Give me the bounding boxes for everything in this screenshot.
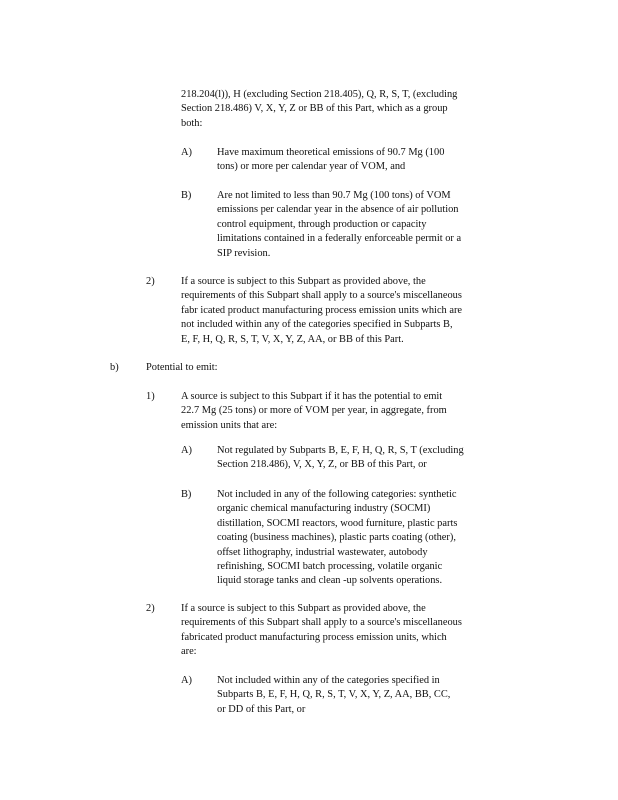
text-line: offset lithography, industrial wastewater, autobody [217,546,428,558]
text-line: A source is subject to this Subpart if it has the potential to emit [181,391,443,402]
text-line: coating (business machines), plastic parts coating (other), [217,532,456,544]
item-b2-text [181,602,501,660]
item-B-text [217,189,502,261]
item-label-b2: 2) [146,603,155,614]
text-line: Have maximum theoretical emissions of 90.7 Mg (100 [217,147,445,158]
text-line: E, F, H, Q, R, S, T, V, X, Y, Z, AA, or BB of this Part. [181,333,404,345]
text-line: requirements of this Subpart shall apply to a source's miscellaneous [181,617,462,629]
text-line: tons) or more per calendar year of VOM, and [217,161,406,173]
text-line: Are not limited to less than 90.7 Mg (100 tons) of VOM [217,190,451,201]
item-label-b1: 1) [146,391,155,402]
text-line: both: [181,117,203,129]
text-line: limitations contained in a federally enforceable permit or a [217,233,462,245]
item-label-b1-A: A) [181,445,192,456]
text-line: Subparts B, E, F, H, Q, R, S, T, V, X, Y, Z, AA, BB, CC, [217,689,451,701]
text-line: Section 218.486), V, X, Y, Z, or BB of this Part, or [217,459,427,471]
item-label-A: A) [181,147,192,158]
text-line: or DD of this Part, or [217,703,306,715]
text-line: fabr icated product manufacturing process emission units which are [181,304,463,316]
text-line: If a source is subject to this Subpart as provided above, the [181,603,426,614]
text-line: emission units that are: [181,419,278,431]
text-line: 218.204(l)), H (excluding Section 218.405), Q, R, S, T, (excluding [181,89,458,100]
item-label-b1-B: B) [181,489,192,500]
text-line: not included within any of the categories specified in Subparts B, [181,319,453,331]
text-line: Potential to emit: [146,362,218,373]
text-line: requirements of this Subpart shall apply to a source's miscellaneous [181,290,462,302]
item-b1-B-text [217,488,502,589]
text-line: organic chemical manufacturing industry (SOCMI) [217,503,431,515]
text-line: liquid storage tanks and clean -up solvents operations. [217,575,443,587]
text-line: Not included in any of the following categories: synthetic [217,489,457,500]
item-b2-A-text [217,674,502,717]
text-line: Not included within any of the categories specified in [217,675,440,686]
text-line: control equipment, through production or capacity [217,218,427,230]
item-label-b2-A: A) [181,675,192,686]
text-line: Not regulated by Subparts B, E, F, H, Q, R, S, T (excluding [217,445,464,456]
text-line: emissions per calendar year in the absence of air pollution [217,204,459,216]
text-line: are: [181,646,197,658]
text-line: 22.7 Mg (25 tons) or more of VOM per year, in aggregate, from [181,405,447,417]
item-2-text [181,275,501,347]
item-b1-text [181,390,501,433]
item-A-text [217,146,502,175]
text-line: distillation, SOCMI reactors, wood furniture, plastic parts [217,517,458,529]
text-line: SIP revision. [217,247,271,259]
text-line: Section 218.486) V, X, Y, Z or BB of this Part, which as a group [181,103,448,115]
intro-paragraph [181,88,501,131]
item-label-2: 2) [146,276,155,287]
text-line: If a source is subject to this Subpart as provided above, the [181,276,426,287]
item-label-B: B) [181,190,192,201]
text-line: fabricated product manufacturing process emission units, which [181,631,447,643]
text-line: refinishing, SOCMI batch processing, volatile organic [217,561,443,573]
section-b-heading [146,361,446,375]
item-b1-A-text [217,444,502,473]
section-label-b: b) [110,362,119,373]
